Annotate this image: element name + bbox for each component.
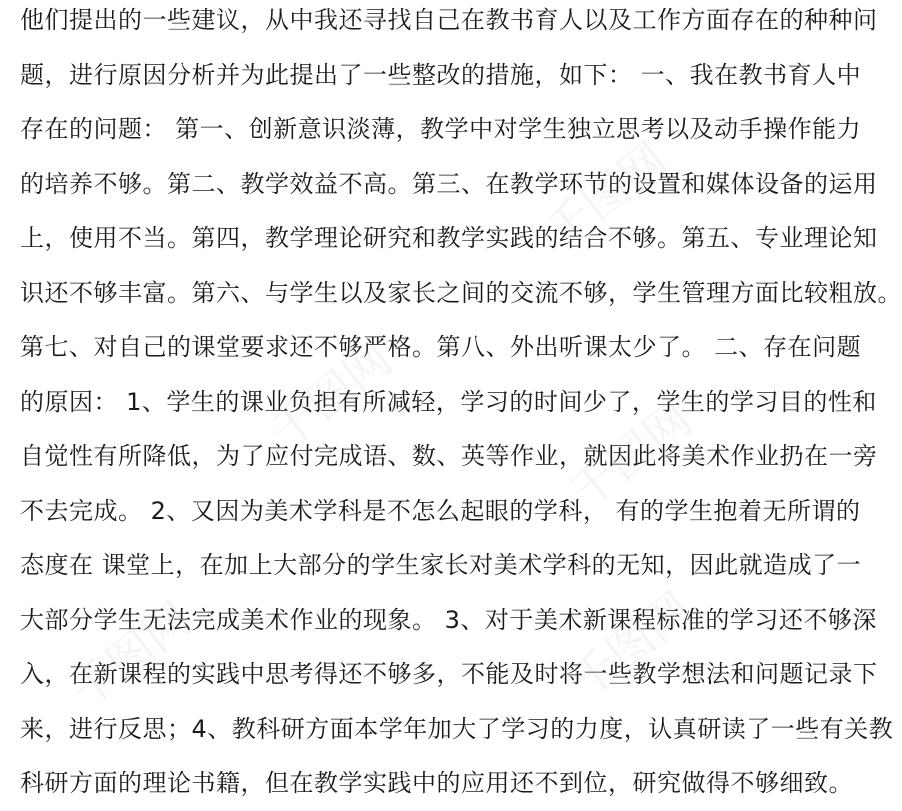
text-line: 上，使用不当。第四，教学理论研究和教学实践的结合不够。第五、专业理论知 — [20, 224, 878, 252]
text-line: 大部分学生无法完成美术作业的现象。 3、对于美术新课程标准的学习还不够深 — [20, 605, 877, 634]
text-line: 来，进行反思；4、教科研方面本学年加大了学习的力度，认真研读了一些有关教 — [20, 714, 894, 743]
watermark: 千图网 — [259, 331, 402, 460]
watermark: 千图网 — [559, 581, 702, 710]
text-line: 态度在 课堂上，在加上大部分的学生家长对美术学科的无知，因此就造成了一 — [20, 551, 862, 579]
watermark: 千图网 — [59, 591, 202, 720]
text-line: 的培养不够。第二、教学效益不高。第三、在教学环节的设置和媒体设备的运用 — [20, 169, 878, 198]
text-line: 科研方面的理论书籍，但在教学实践中的应用还不到位，研究做得不够细致。 — [20, 769, 853, 797]
text-line: 自觉性有所降低，为了应付完成语、数、英等作业，就因此将美术作业扔在一旁 — [20, 442, 878, 470]
watermark: 千图网 — [534, 131, 677, 260]
watermark: 千图网 — [559, 391, 702, 520]
text-line: 题，进行原因分析并为此提出了一些整改的措施，如下： 一、我在教书育人中 — [20, 60, 862, 89]
text-line: 第七、对自己的课堂要求还不够严格。第八、外出听课太少了。 二、存在问题 — [20, 333, 862, 361]
document-body — [20, 0, 902, 811]
text-line: 的原因： 1、学生的课业负担有所减轻，学习的时间少了，学生的学习目的性和 — [20, 387, 877, 416]
text-line: 存在的问题： 第一、创新意识淡薄，教学中对学生独立思考以及动手操作能力 — [20, 115, 862, 143]
text-line: 识还不够丰富。第六、与学生以及家长之间的交流不够，学生管理方面比较粗放。 — [20, 278, 902, 307]
text-line: 不去完成。 2、又因为美术学科是不怎么起眼的学科， 有的学生抱着无所谓的 — [20, 496, 861, 525]
text-line: 他们提出的一些建议，从中我还寻找自己在教书育人以及工作方面存在的种种问 — [20, 6, 878, 34]
text-line: 入，在新课程的实践中思考得还不够多，不能及时将一些教学想法和问题记录下 — [20, 660, 878, 688]
